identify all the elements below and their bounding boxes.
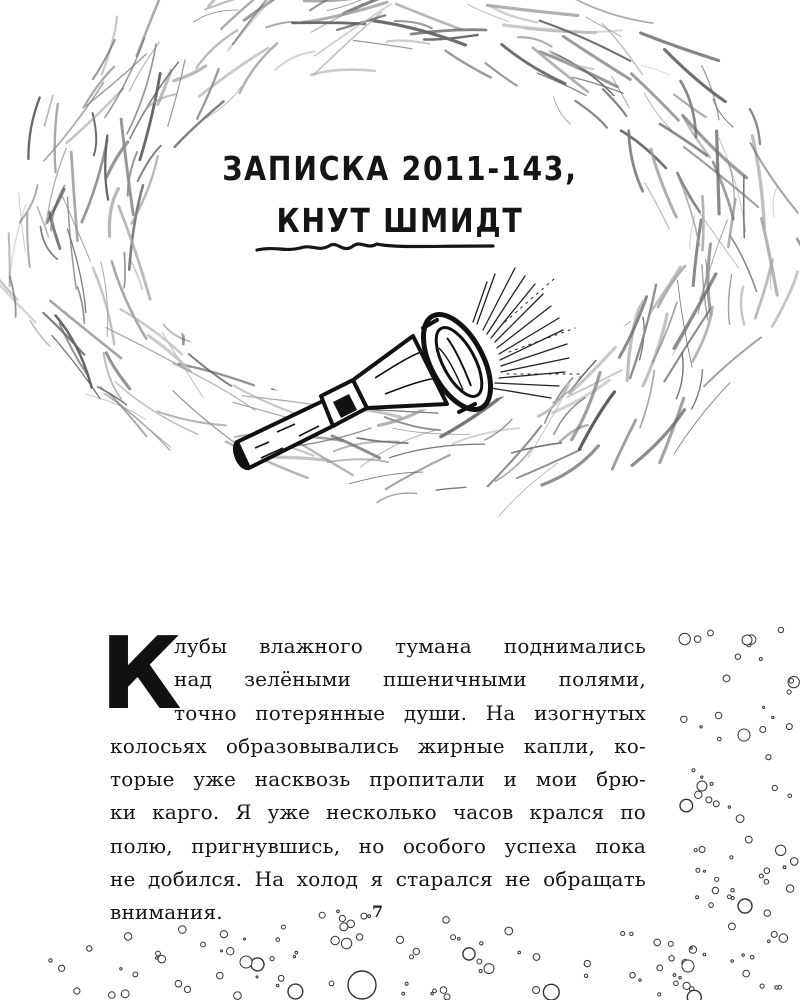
bubble xyxy=(742,954,744,956)
bubble xyxy=(133,972,138,977)
scribble-stroke xyxy=(424,35,477,40)
bubble xyxy=(738,729,750,741)
bubble xyxy=(682,960,694,972)
bubble xyxy=(704,870,706,872)
scribble-stroke xyxy=(744,175,745,237)
chapter-title xyxy=(185,143,615,247)
scribble-stroke xyxy=(703,196,704,250)
bubble xyxy=(778,985,782,989)
bubble xyxy=(405,982,408,985)
bubble xyxy=(778,627,783,632)
bubble xyxy=(788,794,792,798)
bubble xyxy=(713,801,719,807)
scribble-stroke xyxy=(704,337,761,386)
scribble-stroke xyxy=(554,97,571,124)
bubble xyxy=(630,932,633,935)
scribble-stroke xyxy=(93,268,114,344)
story-line: полю, пригнувшись, но особого успеха пока xyxy=(110,833,646,858)
story-line: лубы влажного тумана поднимались xyxy=(174,634,646,658)
bubble xyxy=(329,981,334,986)
bubble xyxy=(256,976,258,978)
bubble xyxy=(760,727,766,733)
bubble xyxy=(293,956,295,958)
bubble xyxy=(463,948,475,960)
scribble-stroke xyxy=(708,244,711,315)
bubble xyxy=(156,951,161,956)
chapter-title-line1: ЗАПИСКА 2011-143, xyxy=(222,149,578,188)
scribble-stroke xyxy=(221,0,266,29)
scribble-stroke xyxy=(28,98,39,160)
scribble-stroke xyxy=(518,37,552,46)
bubble xyxy=(348,971,376,999)
bubble xyxy=(109,992,116,999)
scribble-stroke xyxy=(678,175,700,245)
bubble xyxy=(706,797,712,803)
bubble xyxy=(718,737,722,741)
scribble-stroke xyxy=(660,124,707,156)
bubble xyxy=(543,984,559,1000)
scribble-stroke xyxy=(755,261,772,319)
bubble xyxy=(87,946,92,951)
bubble xyxy=(730,856,733,859)
bubble xyxy=(518,951,521,954)
bubble xyxy=(175,980,182,987)
bubble xyxy=(673,974,676,977)
bubble xyxy=(689,946,696,953)
scribble-stroke xyxy=(741,287,744,325)
bubble xyxy=(690,947,692,949)
bubble xyxy=(760,984,764,988)
bubble xyxy=(431,992,434,995)
story-line: ки карго. Я уже несколько часов крался по xyxy=(110,800,646,825)
bubble xyxy=(201,942,206,947)
scribble-stroke xyxy=(140,73,160,160)
bubble xyxy=(396,936,403,943)
scribble-stroke xyxy=(445,51,490,78)
bubble xyxy=(787,690,791,694)
bubble xyxy=(533,954,540,961)
bubble xyxy=(772,716,774,718)
bubble xyxy=(689,987,694,992)
scribble-stroke xyxy=(174,66,206,81)
scribble-stroke xyxy=(275,52,315,71)
bubble xyxy=(735,654,740,659)
bubble xyxy=(276,938,280,942)
scribble-stroke xyxy=(563,36,630,79)
bubble xyxy=(156,957,159,960)
bubble xyxy=(657,965,663,971)
scribble-stroke xyxy=(658,266,685,307)
story-line: колосьях образовывались жирные капли, ко- xyxy=(110,733,646,758)
bubble xyxy=(764,910,770,916)
bubble xyxy=(341,938,351,948)
bubble xyxy=(356,934,362,940)
bubble xyxy=(731,897,734,900)
story-paragraph xyxy=(110,630,646,930)
bubble xyxy=(74,988,80,994)
bubble xyxy=(728,895,732,899)
scribble-stroke xyxy=(311,70,375,75)
bubble xyxy=(658,993,661,996)
scribble-stroke xyxy=(100,387,170,448)
scribble-stroke xyxy=(641,33,719,61)
bubble xyxy=(584,974,587,977)
bubble xyxy=(747,635,756,644)
bubble xyxy=(444,994,450,1000)
bubble xyxy=(295,951,298,954)
bubble xyxy=(745,836,752,843)
scribble-stroke xyxy=(730,235,757,291)
bubble xyxy=(695,791,702,798)
story-line: над зелёными пшеничными полями, xyxy=(174,667,646,692)
bubble xyxy=(288,984,303,999)
bubble xyxy=(121,990,129,998)
bubble xyxy=(240,956,252,968)
scribble-stroke xyxy=(158,412,226,426)
bubble xyxy=(738,899,752,913)
bubble xyxy=(124,933,131,940)
bubble xyxy=(776,845,786,855)
bubble xyxy=(158,955,166,963)
scribble-stroke xyxy=(486,63,517,85)
bubble xyxy=(220,931,227,938)
bubble xyxy=(278,975,284,981)
bubble xyxy=(712,887,718,893)
bubble xyxy=(703,953,706,956)
scribble-stroke xyxy=(196,30,237,68)
bubble xyxy=(709,903,714,908)
bubble xyxy=(715,712,722,719)
bubble xyxy=(696,868,700,872)
scribble-stroke xyxy=(377,493,417,502)
bubble xyxy=(692,769,695,772)
bubble xyxy=(697,781,707,791)
scribble-stroke xyxy=(354,41,413,49)
bubble xyxy=(59,965,65,971)
scribble-stroke xyxy=(762,219,778,296)
scribble-stroke xyxy=(93,40,115,79)
bubble xyxy=(683,982,690,989)
scribble-stroke xyxy=(651,149,676,217)
page-number: 7 xyxy=(372,902,384,921)
bubble xyxy=(458,938,461,941)
bubble xyxy=(710,782,713,785)
bubble xyxy=(227,948,234,955)
bubble xyxy=(687,990,701,1000)
bubble xyxy=(668,941,673,946)
scribble-stroke xyxy=(105,135,108,199)
bubble xyxy=(533,987,540,994)
bubble xyxy=(747,642,751,646)
bubble xyxy=(764,880,769,885)
bubble xyxy=(451,935,456,940)
bubble xyxy=(728,806,730,808)
bubble xyxy=(276,984,279,987)
story-line: точно потерянные души. На изогнутых xyxy=(174,700,646,725)
scribble-stroke xyxy=(502,44,565,83)
bubble xyxy=(584,960,590,966)
scribble-stroke xyxy=(436,487,466,490)
bubble xyxy=(694,849,697,852)
bubble xyxy=(402,992,405,995)
bubble xyxy=(410,955,414,959)
bubble xyxy=(221,950,223,952)
bubble xyxy=(696,896,699,899)
scribble-stroke xyxy=(45,96,53,126)
bubble xyxy=(639,979,641,981)
bubble xyxy=(779,934,788,943)
bubble xyxy=(679,977,681,979)
scribble-stroke xyxy=(106,353,130,389)
bubble xyxy=(120,968,122,970)
bubble xyxy=(701,776,703,778)
scribble-stroke xyxy=(773,187,777,217)
scribble-stroke xyxy=(728,275,731,325)
scribble-stroke xyxy=(63,196,91,261)
bubble xyxy=(763,706,765,708)
bubble xyxy=(477,959,482,964)
bubble xyxy=(244,938,246,940)
bubble xyxy=(723,675,730,682)
flashlight-icon xyxy=(225,262,595,482)
bubble xyxy=(679,633,690,644)
bubble xyxy=(783,866,786,869)
scribble-stroke xyxy=(693,220,701,286)
bubble xyxy=(768,940,771,943)
title-underline-squiggle xyxy=(255,236,495,258)
bubble xyxy=(184,986,190,992)
bubble xyxy=(764,868,770,874)
bubble xyxy=(731,889,734,892)
bubble xyxy=(729,923,736,930)
bubble xyxy=(674,981,679,986)
bubble xyxy=(413,948,419,954)
scribble-stroke xyxy=(571,0,653,23)
bubble xyxy=(480,942,483,945)
bubble xyxy=(700,726,702,728)
bubble xyxy=(750,955,754,959)
scribble-stroke xyxy=(641,65,670,74)
bubble xyxy=(234,992,242,1000)
scribble-stroke xyxy=(102,17,117,75)
scribble-stroke xyxy=(612,420,635,469)
bubble xyxy=(681,716,687,722)
scribble-stroke xyxy=(115,382,198,435)
bubble xyxy=(440,987,447,994)
scribble-stroke xyxy=(674,383,730,454)
bubble xyxy=(484,964,494,974)
scribble-stroke xyxy=(124,253,125,288)
bubble xyxy=(682,960,689,967)
drop-cap-letter: К xyxy=(100,615,182,732)
scribble-stroke xyxy=(0,264,35,323)
scribble-stroke xyxy=(576,101,607,128)
scribble-stroke xyxy=(104,393,170,450)
bubble xyxy=(736,815,744,823)
bubble xyxy=(694,636,701,643)
scribble-stroke xyxy=(540,52,618,87)
bubble xyxy=(699,847,705,853)
story-line: не добился. На холод я старался не обращать xyxy=(110,867,646,892)
scribble-stroke xyxy=(55,104,58,172)
bubble xyxy=(654,939,661,946)
bubble xyxy=(331,936,339,944)
bubble xyxy=(772,785,777,790)
bubble xyxy=(742,635,752,645)
scribble-stroke xyxy=(240,43,278,93)
bubble xyxy=(771,931,777,937)
chapter-title-line2: КНУТ ШМИДТ xyxy=(276,201,524,240)
bubble xyxy=(669,956,674,961)
bubble xyxy=(743,970,750,977)
bubble xyxy=(433,989,437,993)
bubble xyxy=(680,799,693,812)
bubble xyxy=(270,957,274,961)
bubble xyxy=(790,858,798,866)
bubble xyxy=(708,630,714,636)
story-line: внимания. xyxy=(110,900,223,925)
bubble xyxy=(731,960,734,963)
scribble-stroke xyxy=(693,307,713,361)
scribble-stroke xyxy=(30,321,50,346)
bubble xyxy=(788,676,799,687)
bubble xyxy=(217,972,224,979)
scribble-stroke xyxy=(702,66,719,120)
scribble-stroke xyxy=(660,398,684,463)
bubble xyxy=(49,959,52,962)
bubble xyxy=(766,755,771,760)
bubble xyxy=(786,724,792,730)
scribble-stroke xyxy=(631,74,678,121)
bubble xyxy=(759,874,763,878)
scribble-stroke xyxy=(386,41,429,44)
bubble xyxy=(715,877,719,881)
bubble xyxy=(789,679,794,684)
bubble xyxy=(251,958,264,971)
story-line: торые уже насквозь пропитали и мои брю- xyxy=(110,767,646,792)
scribble-stroke xyxy=(692,370,703,410)
bubble xyxy=(479,969,482,972)
bubble xyxy=(786,885,793,892)
bubble xyxy=(759,658,762,661)
scribble-stroke xyxy=(43,313,84,355)
scribble-stroke xyxy=(109,189,118,237)
bubble xyxy=(630,973,635,978)
scribble-stroke xyxy=(293,23,365,24)
scribble-stroke xyxy=(27,213,30,267)
bubble xyxy=(621,932,625,936)
bubble xyxy=(775,986,778,989)
